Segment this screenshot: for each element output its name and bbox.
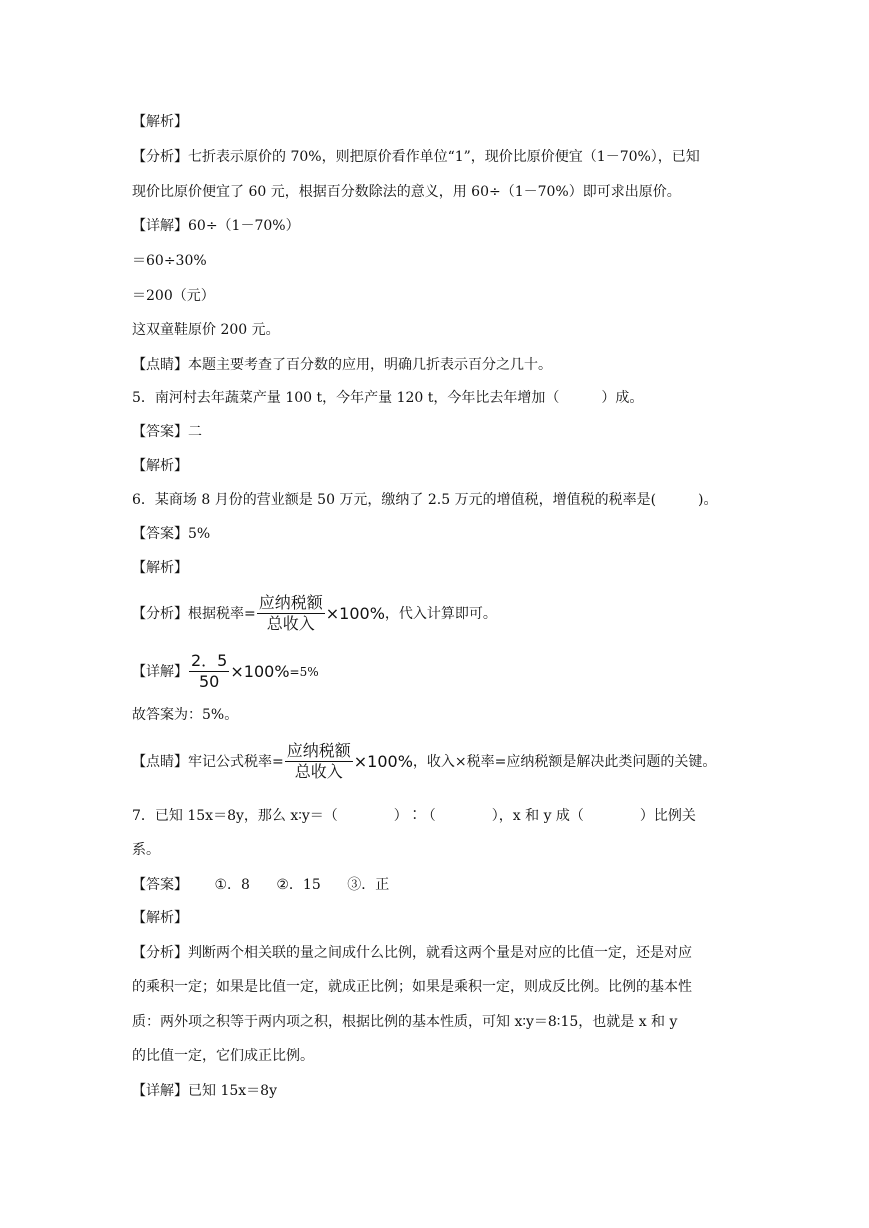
formula-prefix: 【分析】根据税率= (132, 605, 256, 622)
fraction (189, 652, 229, 691)
detail-line: 【详解】已知 15x＝8y (132, 1083, 277, 1099)
formula-multiplier: ×100% (230, 661, 290, 681)
question-6: 6．某商场 8 月份的营业额是 50 万元，缴纳了 2.5 万元的增值税，增值税的税率是( )。 (132, 492, 718, 508)
formula-multiplier: ×100% (325, 603, 385, 623)
fraction-denominator: 50 (199, 672, 220, 691)
answer-item: ①．8 (214, 877, 250, 893)
analysis-text-line: 【分析】判断两个相关联的量之间成什么比例，就看这两个量是对应的比值一定，还是对应 (132, 945, 692, 961)
question-7-continued: 系。 (132, 842, 160, 858)
analysis-heading: 【解析】 (132, 910, 188, 926)
calc-step: ＝60÷30% (132, 253, 207, 269)
analysis-text-line: 的比值一定，它们成正比例。 (132, 1048, 314, 1064)
answer-item: ②．15 (276, 877, 321, 893)
detail-line: 【详解】60÷（1－70%） (132, 218, 300, 234)
analysis-heading: 【解析】 (132, 560, 188, 576)
analysis-text-line: 【分析】七折表示原价的 70%，则把原价看作单位“1”，现价比原价便宜（1－70%），已知 (132, 149, 700, 165)
formula-multiplier: ×100% (353, 751, 413, 771)
detail-6-formula (132, 652, 319, 691)
answer-6: 【答案】5% (132, 526, 211, 542)
fraction (257, 594, 325, 633)
fraction-denominator: 总收入 (294, 762, 343, 781)
fraction-denominator: 总收入 (266, 614, 315, 633)
analysis-heading: 【解析】 (132, 114, 188, 130)
analysis-text-line: 现价比原价便宜了 60 元，根据百分数除法的意义，用 60÷（1－70%）即可求出原价。 (132, 184, 681, 200)
analysis-text-line: 质：两外项之积等于两内项之积，根据比例的基本性质，可知 x∶y＝8∶15，也就是 x 和 y (132, 1014, 678, 1030)
answer-label: 【答案】 (132, 877, 188, 893)
question-5: 5．南河村去年蔬菜产量 100 t，今年产量 120 t，今年比去年增加（ ）成。 (132, 390, 644, 406)
formula-prefix: 【点睛】牢记公式税率= (132, 753, 284, 770)
analysis-heading: 【解析】 (132, 458, 188, 474)
answer-item: ③．正 (347, 877, 390, 893)
fraction (285, 742, 353, 781)
formula-suffix: ，收入×税率=应纳税额是解决此类问题的关键。 (412, 753, 717, 770)
note-6-formula (132, 742, 716, 781)
answer-7 (132, 875, 389, 895)
formula-prefix: 【详解】 (132, 663, 188, 680)
formula-suffix: ，代入计算即可。 (384, 605, 497, 622)
note-line: 【点睛】本题主要考查了百分数的应用，明确几折表示百分之几十。 (132, 357, 552, 373)
question-7: 7．已知 15x＝8y，那么 x∶y＝（ ）∶（ ），x 和 y 成（ ）比例关 (132, 808, 696, 824)
analysis-text-line: 的乘积一定；如果是比值一定，就成正比例；如果是乘积一定，则成反比例。比例的基本性 (132, 979, 692, 995)
conclusion-line: 这双童鞋原价 200 元。 (132, 322, 280, 338)
analysis-6-formula (132, 594, 497, 633)
formula-result: =5% (289, 664, 319, 679)
fraction-numerator: 2．5 (191, 651, 228, 670)
fraction-numerator: 应纳税额 (258, 593, 323, 612)
fraction-numerator: 应纳税额 (286, 741, 351, 760)
answer-5: 【答案】二 (132, 424, 202, 440)
calc-step: ＝200（元） (132, 288, 215, 304)
conclusion-line: 故答案为：5%。 (132, 707, 239, 723)
